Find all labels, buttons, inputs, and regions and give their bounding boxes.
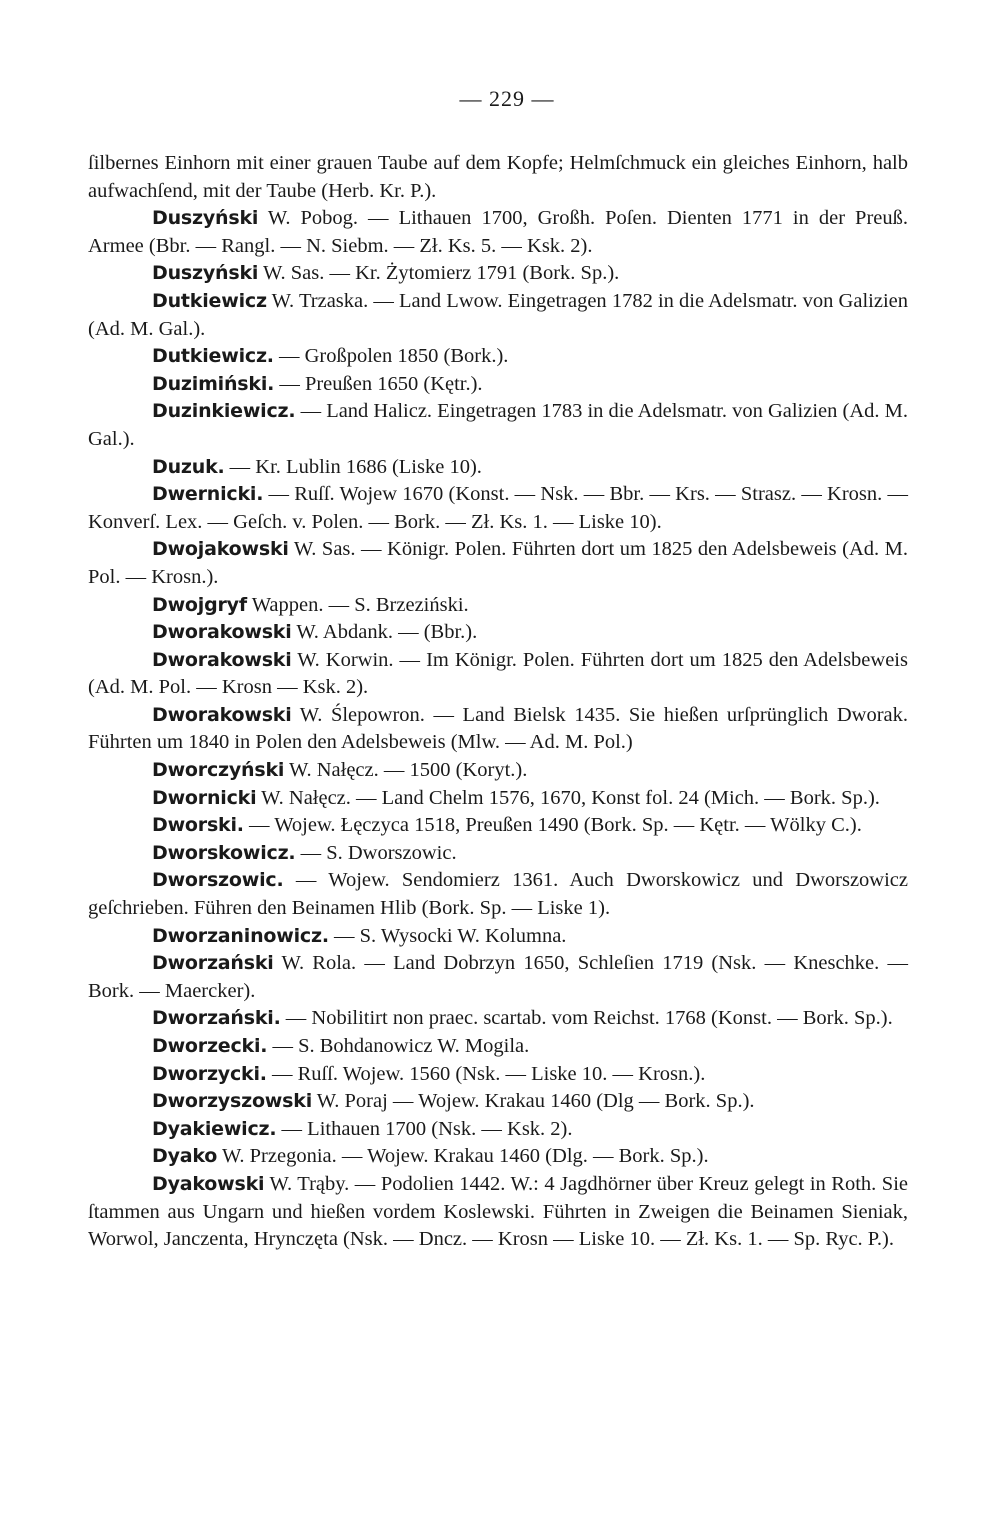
entry [88,840,908,868]
entry [88,619,908,647]
entry [88,923,908,951]
book-page [88,86,908,1254]
entry-text: W. Przegonia. — Wojew. Krakau 1460 (Dlg. — Bork. Sp.). [221,1145,709,1168]
entry-text: — Wojew. Łęczyca 1518, Preußen 1490 (Bork. Sp. — Kętr. — Wölky C.). [248,814,862,837]
entry-text: W. Nałęcz. — 1500 (Koryt.). [289,759,528,782]
entry-list [88,150,908,1254]
entry [88,1061,908,1089]
entry-text: — Kr. Lublin 1686 (Liske 10). [229,455,482,478]
entry [88,481,908,536]
entry-text: ſilbernes Einhorn mit einer grauen Taube auf dem Kopfe; Helmſchmuck ein gleiches Einhorn, halb aufwachſend, mit der Taube (Herb. Kr. P.). [88,152,908,202]
entry-continuation [88,150,908,205]
entry-headword: Dworakowski [152,703,292,726]
entry [88,1116,908,1144]
entry-headword: Dwojakowski [152,538,289,561]
entry [88,260,908,288]
entry-headword: Dyakowski [152,1172,265,1195]
entry [88,205,908,260]
entry [88,647,908,702]
entry [88,702,908,757]
entry-text: — Preußen 1650 (Kętr.). [279,372,483,395]
entry-headword: Duszyński [152,262,259,285]
entry-headword: Dyakiewicz. [152,1117,277,1140]
entry-headword: Dworakowski [152,648,292,671]
entry-text: W. Sas. — Kr. Żytomierz 1791 (Bork. Sp.). [263,262,620,285]
entry-headword: Dworakowski [152,621,292,644]
entry-text: W. Korwin. — Im Königr. Polen. Führten dort um 1825 den Adelsbeweis (Ad. M. Pol. — Krosn — Ksk. 2). [88,648,908,699]
entry-text: W. Nałęcz. — Land Chelm 1576, 1670, Konst fol. 24 (Mich. — Bork. Sp.). [261,786,880,809]
entry-headword: Dworzyszowski [152,1090,313,1113]
entry-headword: Duzuk. [152,455,225,478]
entry-headword: Dworszowic. [152,869,284,892]
entry-headword: Dworski. [152,814,244,837]
entry-text: — Ruſſ. Wojew 1670 (Konst. — Nsk. — Bbr. — Krs. — Strasz. — Krosn. — Konverſ. Lex. — Geſch. v. Polen. — Bork. — Zł. Ks. 1. — Liske 10). [88,483,909,533]
entry-headword: Dworzański. [152,1007,281,1030]
entry-headword: Dwojgryf [152,593,247,616]
entry [88,1033,908,1061]
entry-headword: Dworskowicz. [152,841,296,864]
entry-text: — S. Wysocki W. Kolumna. [333,924,567,947]
entry [88,454,908,482]
entry-text: W. Rola. — Land Dobrzyn 1650, Schleſien 1719 (Nsk. — Kneschke. — Bork. — Maercker). [88,952,908,1002]
entry [88,1171,908,1254]
entry-headword: Duzimiński. [152,372,275,395]
entry-headword: Dwernicki. [152,483,264,506]
entry-text: — Wojew. Sendomierz 1361. Auch Dworskowicz und Dworszowicz geſchrieben. Führen den Beinamen Hlib (Bork. Sp. — Liske 1). [88,869,908,920]
entry-headword: Dworzański [152,952,274,975]
entry-text: — Lithauen 1700 (Nsk. — Ksk. 2). [281,1117,573,1140]
entry [88,757,908,785]
entry [88,288,908,343]
entry-headword: Dworzecki. [152,1035,268,1057]
entry-text: W. Abdank. — (Bbr.). [296,621,478,644]
entry-headword: Dworczyński [152,759,285,782]
entry [88,398,908,453]
entry-text: W. Sas. — Königr. Polen. Führten dort um 1825 den Adelsbeweis (Ad. M. Pol. — Krosn.). [88,538,908,588]
entry-text: — Großpolen 1850 (Bork.). [278,345,509,368]
entry-headword: Dutkiewicz. [152,345,274,368]
entry-text: W. Trąby. — Podolien 1442. W.: 4 Jagdhörner über Kreuz gelegt in Roth. Sie ſtammen aus Ungarn und hießen vordem Koslewski. Führten in Zweigen die Beinamen Sieniak, Worwol, Janczenta, Hrynczęta (Nsk. — Dncz. — Krosn — Liske 10. — Zł. Ks. 1. — Sp. Ryc. P.). [88,1172,908,1251]
entry [88,867,908,922]
entry-headword: Dworzaninowicz. [152,924,329,947]
entry-text: W. Ślepowron. — Land Bielsk 1435. Sie hießen urſprünglich Dworak. Führten um 1840 in Polen den Adelsbeweis (Mlw. — Ad. M. Pol.) [88,703,908,754]
entry-text: W. Pobog. — Lithauen 1700, Großh. Poſen. Dienten 1771 in der Preuß. Armee (Bbr. — Rangl. — N. Siebm. — Zł. Ks. 5. — Ksk. 2). [88,207,908,257]
entry-headword: Duzinkiewicz. [152,400,296,423]
entry [88,536,908,591]
page-number: — 229 — [459,86,555,111]
entry-text: Wappen. — S. Brzeziński. [251,593,469,616]
entry [88,1088,908,1116]
entry-headword: Dutkiewicz [152,289,267,312]
entry-text: — Land Halicz. Eingetragen 1783 in die Adelsmatr. von Galizien (Ad. M. Gal.). [88,400,909,450]
entry-headword: Duszyński [152,207,259,230]
entry [88,785,908,813]
entry [88,1005,908,1033]
entry-text: — Ruſſ. Wojew. 1560 (Nsk. — Liske 10. — Krosn.). [271,1062,706,1085]
entry [88,343,908,371]
entry [88,592,908,620]
entry-headword: Dwornicki [152,786,257,809]
entry-text: — S. Dworszowic. [300,841,457,864]
entry-text: — S. Bohdanowicz W. Mogila. [272,1035,530,1057]
entry-text: — Nobilitirt non praec. scartab. vom Reichst. 1768 (Konst. — Bork. Sp.). [285,1007,893,1030]
entry-text: W. Poraj — Wojew. Krakau 1460 (Dlg — Bork. Sp.). [316,1090,755,1113]
entry [88,812,908,840]
entry [88,1143,908,1171]
entry [88,371,908,399]
entry-headword: Dworzycki. [152,1062,267,1085]
entry-headword: Dyako [152,1145,218,1168]
entry-text: W. Trzaska. — Land Lwow. Eingetragen 1782 in die Adelsmatr. von Galizien (Ad. M. Gal.). [88,289,908,340]
entry [88,950,908,1005]
